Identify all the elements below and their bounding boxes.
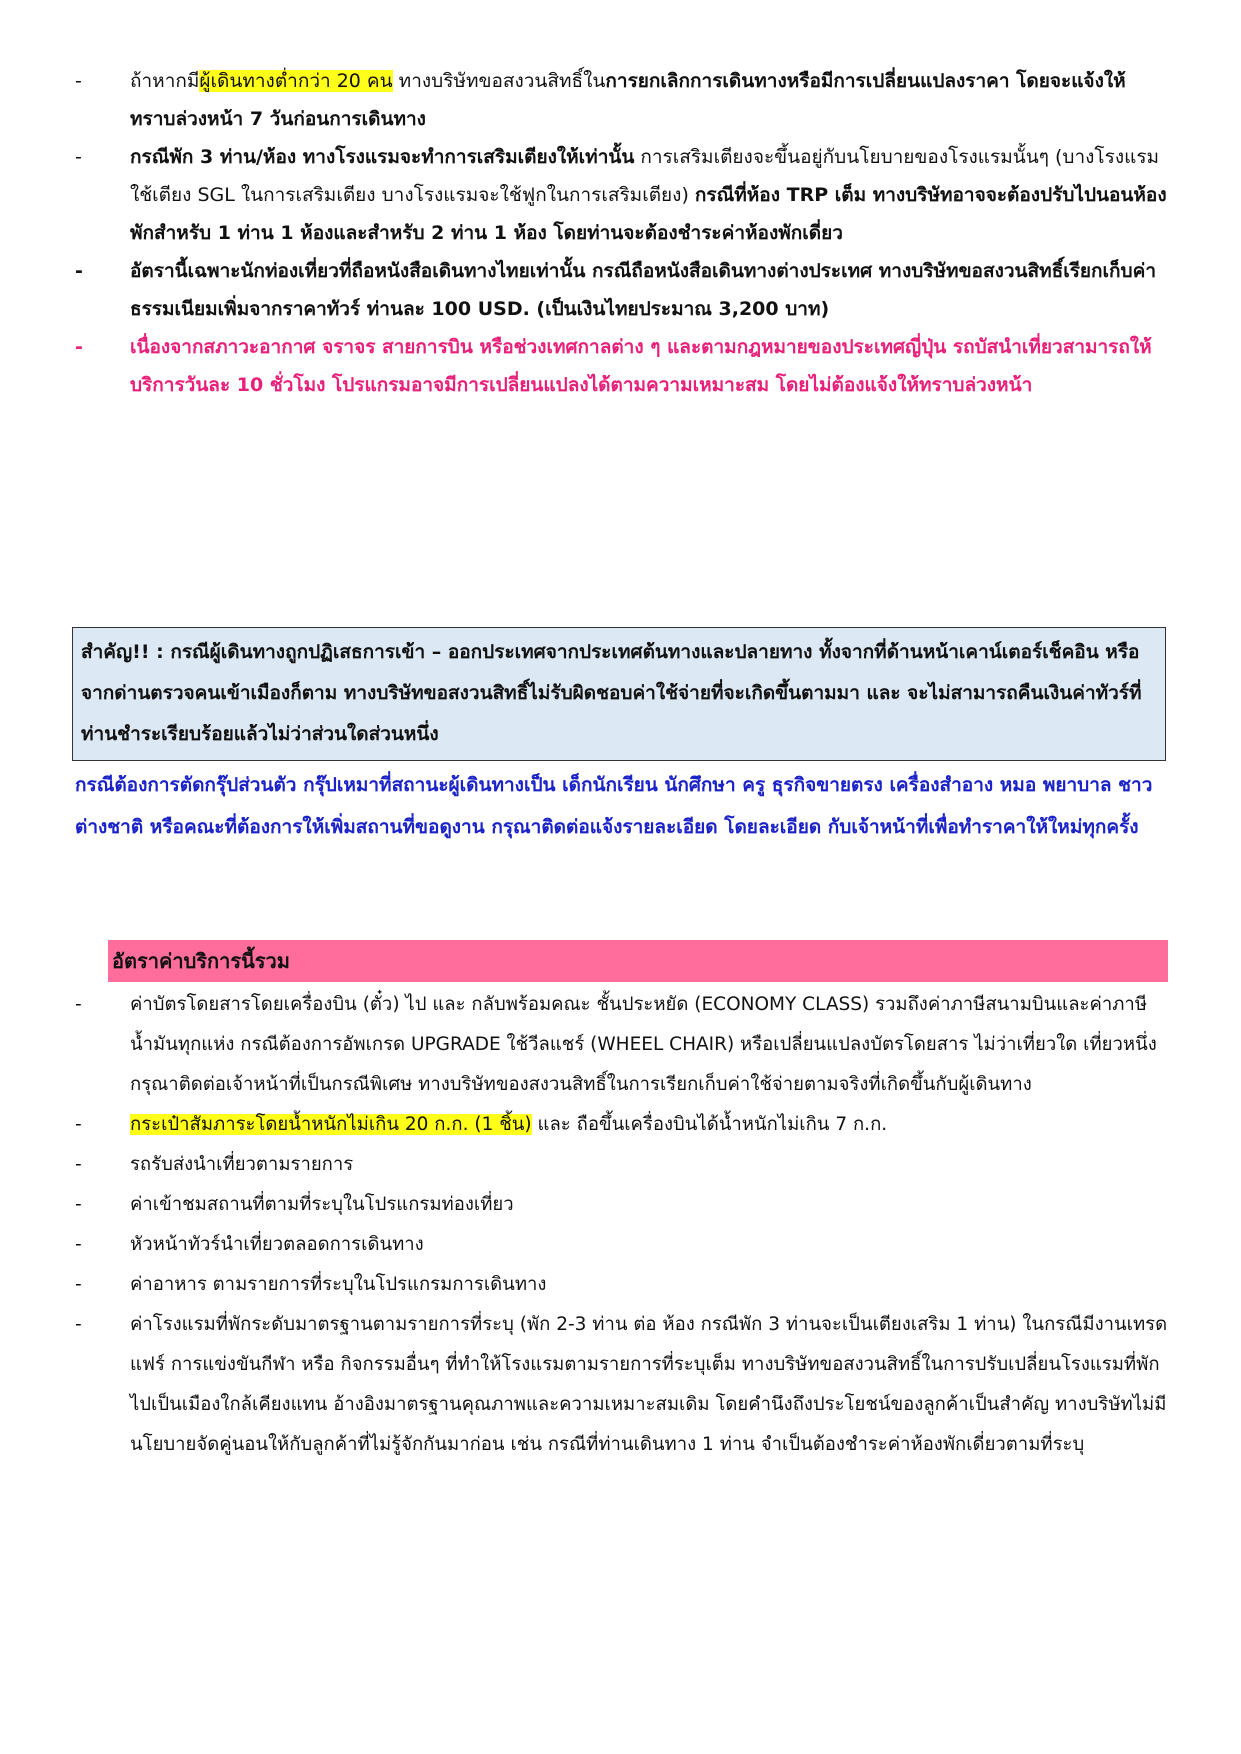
condition-bold-text: กรณีพัก 3 ท่าน/ห้อง ทางโรงแรมจะทำการเสริมเตียงให้เท่านั้น [130,146,635,168]
condition-triple-room [75,138,1170,252]
included-item-admission [75,1185,1170,1225]
important-notice-box: สำคัญ!! : กรณีผู้เดินทางถูกปฏิเสธการเข้า – ออกประเทศจากประเทศต้นทางและปลายทาง ทั้งจากที่ด้านหน้าเคาน์เตอร์เช็คอิน หรือจากด่านตรวจคนเข้าเมืองก็ตาม ทางบริษัทขอสงวนสิทธิ์ไม่รับผิดชอบค่าใช้จ่ายที่จะเกิดขึ้นตามมา และ จะไม่สามารถคืนเงินค่าทัวร์ที่ท่านชำระเรียบร้อยแล้วไม่ว่าส่วนใดส่วนหนึ่ง [72,627,1166,761]
included-item-text: และ ถือขึ้นเครื่องบินได้น้ำหนักไม่เกิน 7 ก.ก. [531,1114,888,1135]
included-item-meals [75,1265,1170,1305]
included-item-hotel [75,1305,1170,1465]
bullet-dash: - [75,1314,82,1335]
bullet-dash: - [75,1194,82,1215]
included-item-text: ค่าเข้าชมสถานที่ตามที่ระบุในโปรแกรมท่องเที่ยว [130,1194,514,1215]
highlight-min-travelers: ผู้เดินทางต่ำกว่า 20 คน [199,70,393,92]
included-item-text: ค่าบัตรโดยสารโดยเครื่องบิน (ตั๋ว) ไป และ กลับพร้อมคณะ ชั้นประหยัด (ECONOMY CLASS) รวมถึงค่าภาษีสนามบินและค่าภาษีน้ำมันทุกแห่ง กรณีต้องการอัพเกรด UPGRADE ใช้วีลแชร์ (WHEEL CHAIR) หรือเปลี่ยนแปลงบัตรโดยสาร ไม่ว่าเที่ยวใด เที่ยวหนึ่ง กรุณาติดต่อเจ้าหน้าที่เป็นกรณีพิเศษ ทางบริษัทของสงวนสิทธิ์ในการเรียกเก็บค่าใช้จ่ายตามจริงที่เกิดขึ้นกับผู้เดินทาง [130,994,1157,1095]
condition-bold-text: กรณีที่ห้อง TRP เต็ม ทางบริษัทอาจจะต้องปรับไปนอนห้องพักสำหรับ 1 ท่าน 1 ห้องและสำหรับ 2 ท่าน 1 ห้อง โดยท่านจะต้องชำระค่าห้องพักเดี่ยว [130,184,1167,244]
condition-min-travelers [75,62,1170,138]
bullet-dash: - [75,146,82,168]
included-services-heading: อัตราค่าบริการนี้รวม [108,940,1168,982]
bullet-dash: - [75,1274,82,1295]
condition-thai-passport [75,252,1170,328]
condition-text: การเสริมเตียงจะขึ้นอยู่กับนโยบายของโรงแรมนั้นๆ (บางโรงแรมใช้เตียง SGL ในการเสริมเตียง บางโรงแรมจะใช้ฟูกในการเสริมเตียง) [130,146,1160,206]
bullet-dash: - [75,70,82,92]
condition-text: เนื่องจากสภาวะอากาศ จราจร สายการบิน หรือช่วงเทศกาลต่าง ๆ และตามกฎหมายของประเทศญี่ปุ่น รถบัสนำเที่ยวสามารถให้บริการวันละ 10 ชั่วโมง โปรแกรมอาจมีการเปลี่ยนแปลงได้ตามความเหมาะสม โดยไม่ต้องแจ้งให้ทราบล่วงหน้า [130,336,1152,396]
conditions-list [75,62,1170,404]
bullet-dash: - [75,260,83,282]
condition-text: ทางบริษัทขอสงวนสิทธิ์ใน [392,70,606,92]
included-item-baggage [75,1105,1170,1145]
condition-bold-text: การยกเลิกการเดินทางหรือมีการเปลี่ยนแปลงราคา โดยจะแจ้งให้ทราบล่วงหน้า 7 วันก่อนการเดินทาง [130,70,1126,130]
highlight-baggage: กระเป๋าสัมภาระโดยน้ำหนักไม่เกิน 20 ก.ก. (1 ชิ้น) [130,1114,532,1135]
condition-text: ถ้าหากมี [130,70,200,92]
included-services-list [75,985,1170,1465]
condition-text: อัตรานี้เฉพาะนักท่องเที่ยวที่ถือหนังสือเดินทางไทยเท่านั้น กรณีถือหนังสือเดินทางต่างประเทศ ทางบริษัทขอสงวนสิทธิ์เรียกเก็บค่าธรรมเนียมเพิ่มจากราคาทัวร์ ท่านละ 100 USD. (เป็นเงินไทยประมาณ 3,200 บาท) [130,260,1156,320]
included-item-text: ค่าโรงแรมที่พักระดับมาตรฐานตามรายการที่ระบุ (พัก 2-3 ท่าน ต่อ ห้อง กรณีพัก 3 ท่านจะเป็นเตียงเสริม 1 ท่าน) ในกรณีมีงานเทรดแฟร์ การแข่งขันกีฬา หรือ กิจกรรมอื่นๆ ที่ทำให้โรงแรมตามรายการที่ระบุเต็ม ทางบริษัทขอสงวนสิทธิ์ในการปรับเปลี่ยนโรงแรมที่พัก ไปเป็นเมืองใกล้เคียงแทน อ้างอิงมาตรฐานคุณภาพและความเหมาะสมเดิม โดยคำนึงถึงประโยชน์ของลูกค้าเป็นสำคัญ ทางบริษัทไม่มีนโยบายจัดคู่นอนให้กับลูกค้าที่ไม่รู้จักกันมาก่อน เช่น กรณีที่ท่านเดินทาง 1 ท่าน จำเป็นต้องชำระค่าห้องพักเดี่ยวตามที่ระบุ [130,1314,1168,1455]
bullet-dash: - [75,1114,82,1135]
bullet-dash: - [75,336,83,358]
included-item-transport [75,1145,1170,1185]
included-item-text: ค่าอาหาร ตามรายการที่ระบุในโปรแกรมการเดินทาง [130,1274,547,1295]
condition-bus-hours [75,328,1170,404]
included-item-airfare [75,985,1170,1105]
private-group-note: กรณีต้องการตัดกรุ๊ปส่วนตัว กรุ๊ปเหมาที่สถานะผู้เดินทางเป็น เด็กนักเรียน นักศึกษา ครู ธุรกิจขายตรง เครื่องสำอาง หมอ พยาบาล ชาวต่างชาติ หรือคณะที่ต้องการให้เพิ่มสถานที่ขอดูงาน กรุณาติดต่อแจ้งรายละเอียด โดยละเอียด กับเจ้าหน้าที่เพื่อทำราคาให้ใหม่ทุกครั้ง [75,774,1153,838]
included-item-text: รถรับส่งนำเที่ยวตามรายการ [130,1154,354,1175]
bullet-dash: - [75,1154,82,1175]
bullet-dash: - [75,994,82,1015]
bullet-dash: - [75,1234,82,1255]
included-item-tour-leader [75,1225,1170,1265]
included-item-text: หัวหน้าทัวร์นำเที่ยวตลอดการเดินทาง [130,1234,424,1255]
